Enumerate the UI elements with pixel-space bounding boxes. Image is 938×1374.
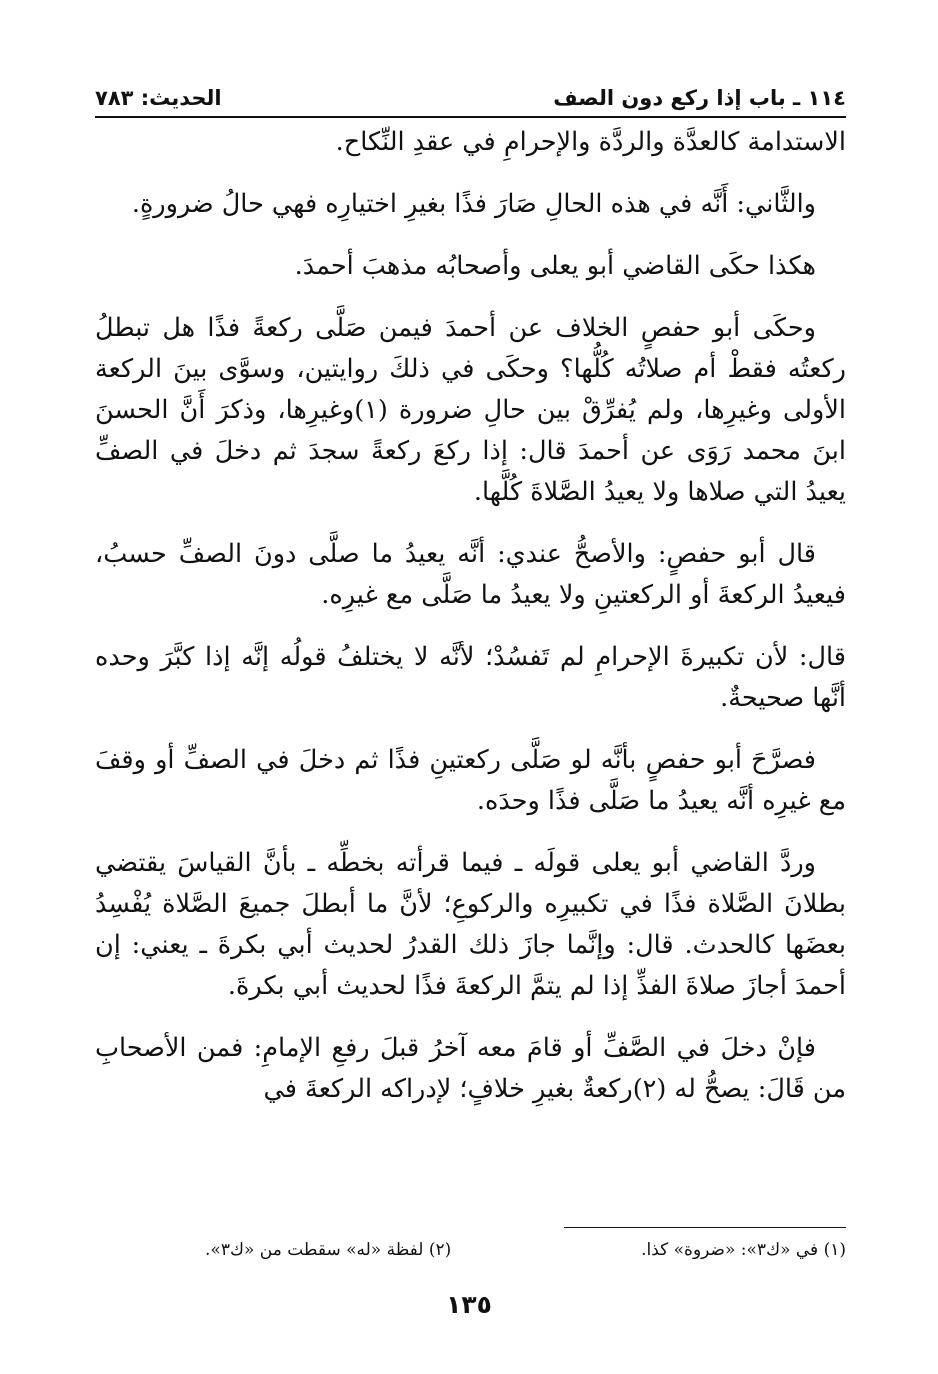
footnotes: [205, 1240, 846, 1260]
footnote-2: (٢) لفظة «له» سقطت من «ك٣».: [205, 1240, 452, 1260]
paragraph-4: وحكَى أبو حفصٍ الخلاف عن أحمدَ فيمن صَلَّى ركعةً فذًا هل تبطلُ ركعتُه فقطْ أم صلاتُه كُلُّها؟ وحكَى في ذلكَ روايتين، وسوَّى بينَ الركعة الأولى وغيرِها، ولم يُفرِّقْ بين حالِ ضرورة (١)وغيرِها، وذكرَ أَنَّ الحسنَ ابنَ محمد رَوَى عن أحمدَ قال: إذا ركعَ ركعةً سجدَ ثم دخلَ في الصفِّ يعيدُ التي صلاها ولا يعيدُ الصَّلاةَ كُلَّها.: [95, 313, 846, 507]
running-header: [95, 70, 846, 118]
paragraph-2: والثَّاني: أَنَّه في هذه الحالِ صَارَ فذًا بغيرِ اختيارِه فهي حالُ ضرورةٍ.: [131, 189, 816, 219]
chapter-title: ١١٤ ـ باب إذا ركع دون الصف: [553, 86, 846, 110]
paragraph-8: وردَّ القاضي أبو يعلى قولَه ـ فيما قرأته بخطِّه ـ بأنَّ القياسَ يقتضي بطلانَ الصَّلاة فذًا في تكبيرِه والركوعِ؛ لأنَّ ما أبطلَ جميعَ الصَّلاة يُفْسِدُ بعضَها كالحدث. قال: وإنَّما جازَ ذلك القدرُ لحديث أبي بكرةَ ـ يعني: إن أحمدَ أجازَ صلاةَ الفذِّ إذا لم يتمَّ الركعةَ فذًا لحديث أبي بكرةَ.: [95, 848, 846, 1001]
footnote-divider: [564, 1227, 846, 1228]
paragraph-5: قال أبو حفصٍ: والأصحُّ عندي: أنَّه يعيدُ ما صلَّى دونَ الصفِّ حسبُ، فيعيدُ الركعةَ أو الركعتينِ ولا يعيدُ ما صَلَّى مع غيرِه.: [95, 539, 846, 610]
hadith-number: الحديث: ٧٨٣: [95, 86, 222, 110]
paragraph-7: فصرَّحَ أبو حفصٍ بأنَّه لو صَلَّى ركعتينِ فذًا ثم دخلَ في الصفِّ أو وقفَ مع غيرِه أنَّه يعيدُ ما صَلَّى فذًا وحدَه.: [95, 745, 846, 816]
footnote-1: (١) في «ك٣»: «ضروة» كذا.: [641, 1240, 846, 1260]
paragraph-3: هكذا حكَى القاضي أبو يعلى وأصحابُه مذهبَ أحمدَ.: [294, 251, 816, 281]
paragraph-1: الاستدامة كالعدَّة والردَّة والإحرامِ في عقدِ النِّكاح.: [335, 127, 846, 157]
page-number: ١٣٥: [446, 1290, 492, 1319]
paragraph-6: قال: لأن تكبيرةَ الإحرامِ لم تَفسُدْ؛ لأنَّه لا يختلفُ قولُه إنَّه إذا كبَّرَ وحده أنَّها صحيحةٌ.: [95, 642, 846, 713]
paragraph-9: فإنْ دخلَ في الصَّفِّ أو قامَ معه آخرُ قبلَ رفعِ الإمامِ: فمن الأصحابِ من قَالَ: يصحُّ له (٢)ركعةٌ بغيرِ خلافٍ؛ لإدراكه الركعةَ في: [95, 1033, 846, 1104]
main-text: [95, 122, 846, 1131]
